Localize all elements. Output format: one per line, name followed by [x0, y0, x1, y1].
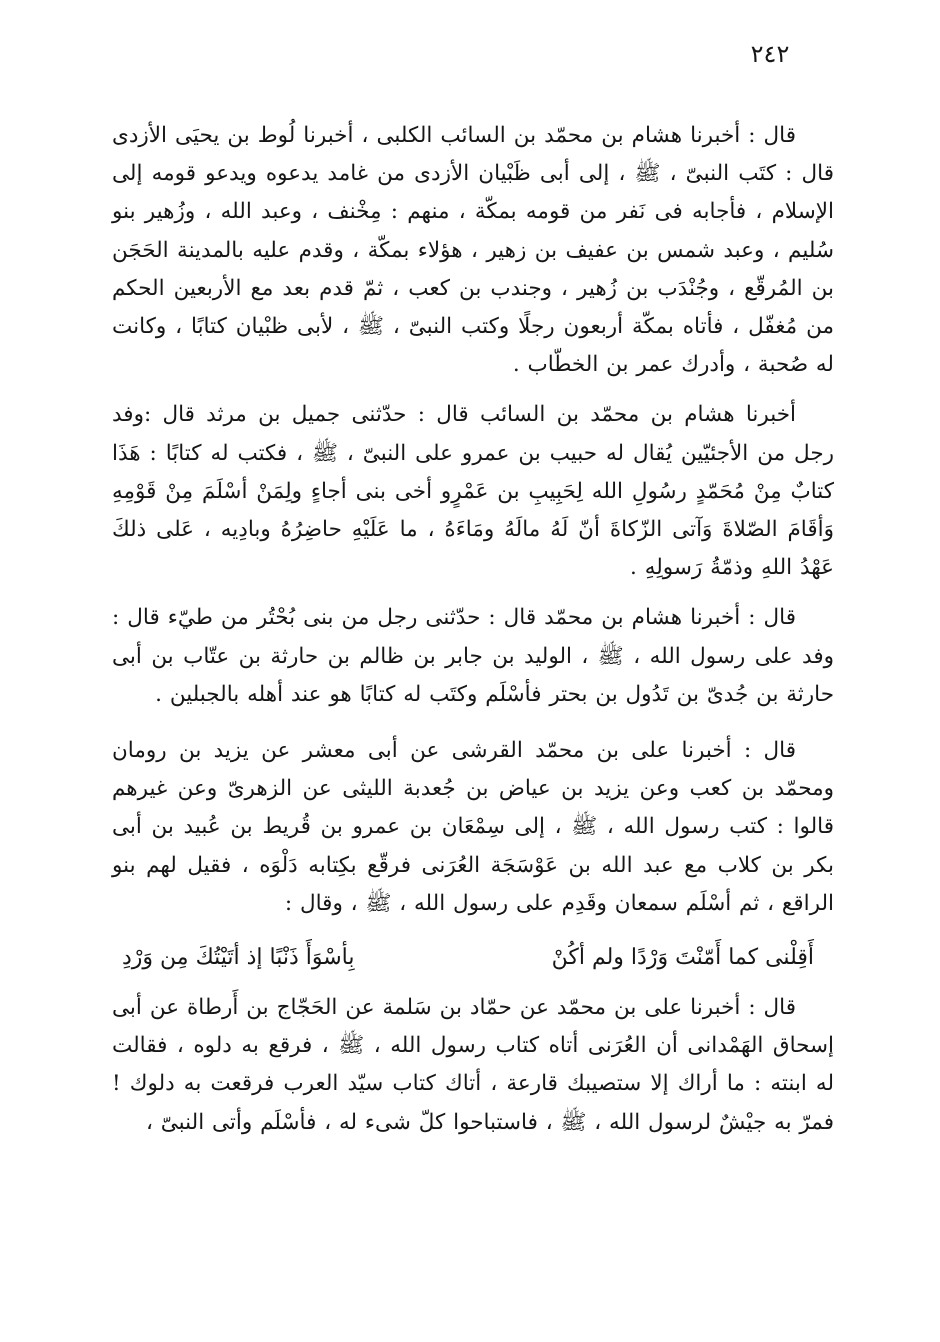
page-text-body — [112, 117, 834, 1142]
paragraph-al-urani: قال : أخبرنا على بن محمّد عن حمّاد بن سَلمة عن الحَجّاج بن أَرطاة عن أبى إسحاق الهَمْدانى أن العُرَنى أتاه كتاب رسول الله ، ﷺ ، فرقع به دلوه ، فقالت له ابنته : ما أراك إلا ستصيبك قارعة ، أتاك كتاب سيّد العرب فرقعت به دلوك ! فمرّ به جيْشٌ لرسول الله ، ﷺ ، فاستباحوا كلّ شىء له ، فأسْلَم وأتى النبىّ ، — [112, 995, 834, 1135]
poetry-verse — [112, 939, 834, 977]
paragraph-al-walid-bin-jabir: قال : أخبرنا هشام بن محمّد قال : حدّثنى رجل من بنى بُحْتُر من طيّء قال : وفد على رسول الله ، ﷺ ، الوليد بن جابر بن ظالم بن حارثة بن عتّاب بن أبى حارثة بن جُدىّ بن تَدُول بن بحتر فأسْلَم وكتَب له كتابًا هو عند أهله بالجبلين . — [112, 605, 834, 707]
verse-first-hemistich: أَقِلْنى كما أَمّنْتَ وَرْدًا ولم أكُنْ — [551, 945, 814, 971]
page-number: ٢٤٢ — [750, 40, 790, 68]
paragraph-siman-bin-amr: قال : أخبرنا على بن محمّد القرشى عن أبى معشر عن يزيد بن رومان ومحمّد بن كعب وعن يزيد بن عياض بن جُعدبة الليثى عن الزهرىّ وعن غيرهم قالوا : كتب رسول الله ، ﷺ ، إلى سِمْعَان بن عمرو بن قُريط بن عُبيد بن أبى بكر بن كلاب مع عبد الله بن عَوْسَجَة العُرَنى فرقّع بكِتابه دَلْوَه ، فقيل لهم بنو الراقع ، ثم أسْلَم سمعان وقَدِم على رسول الله ، ﷺ ، وقال : — [112, 738, 834, 916]
paragraph-habib-bin-amr: أخبرنا هشام بن محمّد بن السائب قال : حدّثنى جميل بن مرثد قال :وفد رجل من الأجئيّين يُقال له حبيب بن عمرو على النبىّ ، ﷺ ، فكتب له كتابًا : هَذَا كتابٌ مِنْ مُحَمّدٍ رسُولِ الله لِحَبِيبِ بن عَمْرٍو أخى بنى أجاءٍ ولِمَنْ أسْلَمَ مِنْ قَوْمِهِ وَأقَامَ الصّلاةَ وَآتى الزّكاةَ أنّ لَهُ مالَهُ ومَاءَهُ ، ما عَلَيْهِ حاضِرُهُ وبادِيه ، عَلى ذلكَ عَهْدُ اللهِ وذمّةُ رَسولِهِ . — [112, 402, 834, 581]
paragraph-abu-zabyan: قال : أخبرنا هشام بن محمّد بن السائب الكلبى ، أخبرنا لُوط بن يحيَى الأزدى قال : كتَب النبىّ ، ﷺ ، إلى أبى ظَبْيان الأزدى من غامد يدعوه ويدعو قومه إلى الإسلام ، فأجابه فى نَفر من قومه بمكّة ، منهم : مِخْنف ، وعبد الله ، وزُهير بنو سُليم ، وعبد شمس بن عفيف بن زهير ، هؤلاء بمكّة ، وقدم عليه بالمدينة الحَجَن بن المُرقّع ، وجُنْدَب بن زُهير ، وجندب بن كعب ، ثمّ قدم بعد مع الأربعين الحكم من مُغفّل ، فأتاه بمكّة أربعون رجلًا وكتب النبىّ ، ﷺ ، لأبى ظبْيان كتابًا ، وكانت له صُحبة ، وأدرك عمر بن الخطّاب . — [112, 123, 834, 378]
verse-second-hemistich: بِأسْوَأَ ذَنْبًا إذ أتَيْتُكَ مِن وَرْدِ — [122, 945, 355, 971]
